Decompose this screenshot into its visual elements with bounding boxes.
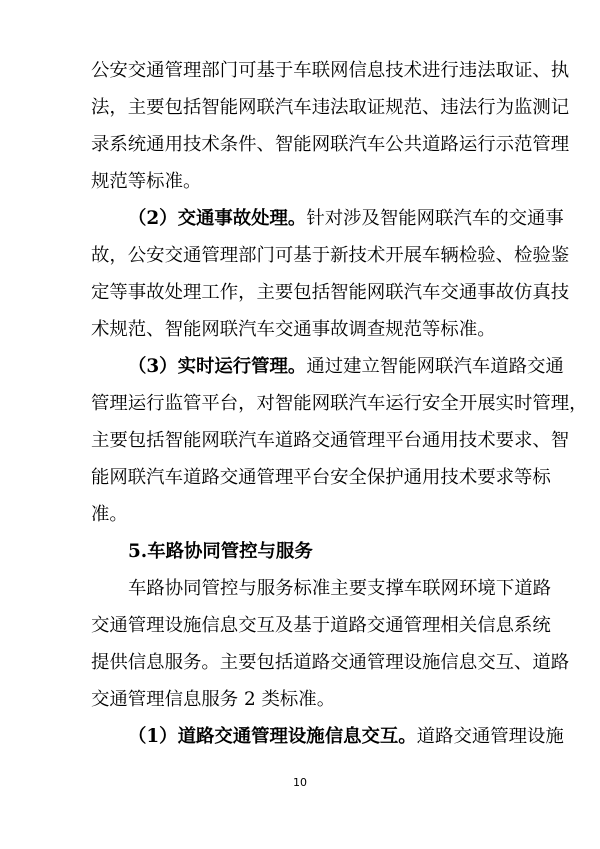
text-line: 法，主要包括智能网联汽车违法取证规范、违法行为监测记 xyxy=(91,97,570,118)
paragraph-heading-line xyxy=(128,727,600,747)
item-heading: （3）实时运行管理。 xyxy=(128,356,307,377)
text-line: 规范等标准。 xyxy=(91,171,202,192)
item-text: 通过建立智能网联汽车道路交通 xyxy=(306,356,564,377)
paragraph-heading-line xyxy=(128,357,600,377)
text-line: 录系统通用技术条件、智能网联汽车公共道路运行示范管理 xyxy=(91,134,570,155)
section-heading-text: 5.车路协同管控与服务 xyxy=(128,541,313,562)
item-text: 道路交通管理设施 xyxy=(416,726,564,747)
text-line: 车路协同管控与服务标准主要支撑车联网环境下道路 xyxy=(128,578,551,599)
text-line: 交通管理设施信息交互及基于道路交通管理相关信息系统 xyxy=(91,615,551,636)
text-line: 故，公安交通管理部门可基于新技术开展车辆检验、检验鉴 xyxy=(91,245,570,266)
item-heading: （2）交通事故处理。 xyxy=(128,208,307,229)
page-number: 10 xyxy=(293,776,307,789)
text-line: 公安交通管理部门可基于车联网信息技术进行违法取证、执 xyxy=(91,60,570,81)
paragraph-heading-line xyxy=(128,209,600,229)
text-line: 提供信息服务。主要包括道路交通管理设施信息交互、道路 xyxy=(91,652,570,673)
text-line: 准。 xyxy=(91,504,128,525)
text-line: 定等事故处理工作，主要包括智能网联汽车交通事故仿真技 xyxy=(91,282,570,303)
text-line: 主要包括智能网联汽车道路交通管理平台通用技术要求、智 xyxy=(91,430,570,451)
text-line: 管理运行监管平台，对智能网联汽车运行安全开展实时管理， xyxy=(91,393,588,414)
text-line: 交通管理信息服务 2 类标准。 xyxy=(91,689,336,710)
text-line: 能网联汽车道路交通管理平台安全保护通用技术要求等标 xyxy=(91,467,551,488)
text-line: 术规范、智能网联汽车交通事故调查规范等标准。 xyxy=(91,319,496,340)
section-heading xyxy=(128,542,600,562)
item-text: 针对涉及智能网联汽车的交通事 xyxy=(306,208,564,229)
item-heading: （1）道路交通管理设施信息交互。 xyxy=(128,726,417,747)
